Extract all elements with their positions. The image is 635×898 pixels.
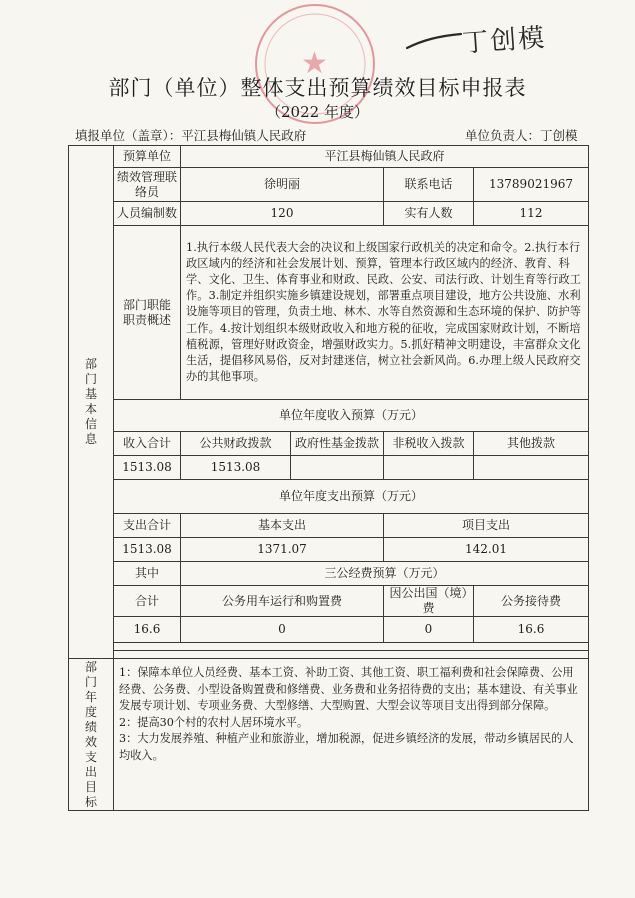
table-row: [69, 146, 589, 168]
income-header-other: 其他拨款: [474, 432, 589, 456]
duties-text: 1.执行本级人民代表大会的决议和上级国家行政机关的决定和命令。2.执行本行政区域内的经济和社会发展计划、预算，管理本行政区域内的经济、教育、科学、文化、卫生、体育事业和财政、民政、公安、司法行政、计划生育等行政工作。3.制定并组织实施乡镇建设规划，部署重点项目建设，地方公共设施、水利设施等项目的管理，负责土地、林木、水等自然资源和生态环境的保护、防护等工作。4.按计划组织本级财政收入和地方税的征收，完成国家财政计划，不断培植税源，管理好财政资金，增强财政实力。5.抓好精神文明建设，丰富群众文化生活，提倡移风易俗，反对封建迷信，树立社会新风尚。6.办理上级人民政府交办的其他事项。: [181, 226, 589, 400]
spacer-row: [114, 643, 589, 651]
expense-header-project: 项目支出: [384, 514, 589, 538]
three-header-reception: 公务接待费: [474, 586, 589, 617]
three-reception: 16.6: [474, 617, 589, 643]
target-item: 1：保障本单位人员经费、基本工资、补助工资、其他工资、职工福利费和社会保障费、公用经费、公务费、小型设备购置费和修缮费、业务费和业务招待费的支出；基本建设、有关事业发展专项计划、专项业务费、大型修缮、大型购置、大型会议等项目支出得到部分保障。: [119, 666, 578, 713]
expense-budget-title: 单位年度支出预算（万元）: [114, 480, 589, 514]
filing-unit: 填报单位（盖章）：平江县梅仙镇人民政府: [75, 128, 307, 143]
budget-form-table: [68, 145, 589, 811]
table-row: [69, 432, 589, 456]
three-public-title: 三公经费预算（万元）: [181, 562, 589, 586]
leader-signature: 丁创模: [461, 23, 548, 59]
fiscal-year: （2022 年度）: [266, 103, 369, 121]
table-row: [69, 586, 589, 617]
staff-quota-value: 120: [181, 202, 384, 226]
income-other: [474, 456, 589, 480]
income-header-public: 公共财政拨款: [181, 432, 291, 456]
table-row: [69, 643, 589, 651]
three-total: 16.6: [114, 617, 181, 643]
income-fund: [291, 456, 384, 480]
expense-basic: 1371.07: [181, 538, 384, 562]
unit-leader: 单位负责人：丁创模: [465, 128, 578, 143]
three-vehicle: 0: [181, 617, 384, 643]
income-public: 1513.08: [181, 456, 291, 480]
three-header-vehicle: 公务用车运行和购置费: [181, 586, 384, 617]
actual-staff-label: 实有人数: [384, 202, 474, 226]
three-header-total: 合计: [114, 586, 181, 617]
spacer-row: [114, 651, 589, 659]
table-row: [69, 538, 589, 562]
income-header-nontax: 非税收入拨款: [384, 432, 474, 456]
phone-value: 13789021967: [474, 168, 589, 202]
income-header-total: 收入合计: [114, 432, 181, 456]
table-row: [69, 659, 589, 811]
three-abroad: 0: [384, 617, 474, 643]
seal-star-icon: ★: [301, 46, 328, 81]
expense-header-basic: 基本支出: [181, 514, 384, 538]
expense-project: 142.01: [384, 538, 589, 562]
three-public-prefix: 其中: [114, 562, 181, 586]
table-row: [69, 400, 589, 432]
table-row: [69, 456, 589, 480]
income-budget-title: 单位年度收入预算（万元）: [114, 400, 589, 432]
table-row: [69, 514, 589, 538]
section-targets-label: 部门年度绩效支出目标: [69, 659, 114, 811]
income-total: 1513.08: [114, 456, 181, 480]
table-row: [69, 480, 589, 514]
targets-text: [114, 659, 589, 811]
table-row: [69, 562, 589, 586]
actual-staff-value: 112: [474, 202, 589, 226]
table-row: [69, 202, 589, 226]
table-row: [69, 617, 589, 643]
staff-quota-label: 人员编制数: [114, 202, 181, 226]
phone-label: 联系电话: [384, 168, 474, 202]
expense-total: 1513.08: [114, 538, 181, 562]
expense-header-total: 支出合计: [114, 514, 181, 538]
section-basic-info-label: 部门基本信息: [69, 146, 114, 659]
target-item: 3：大力发展养殖、种植产业和旅游业，增加税源，促进乡镇经济的发展，带动乡镇居民的人均收入。: [119, 732, 574, 762]
income-header-fund: 政府性基金拨款: [291, 432, 384, 456]
contact-label: 绩效管理联络员: [114, 168, 181, 202]
contact-value: 徐明丽: [181, 168, 384, 202]
three-header-abroad: 因公出国（境）费: [384, 586, 474, 617]
page-title: 部门（单位）整体支出预算绩效目标申报表: [108, 76, 527, 100]
table-row: [69, 226, 589, 400]
income-nontax: [384, 456, 474, 480]
target-item: 2：提高30个村的农村人居环境水平。: [119, 715, 309, 729]
duties-label: 部门职能职责概述: [114, 226, 181, 400]
budget-unit-value: 平江县梅仙镇人民政府: [181, 146, 589, 168]
budget-unit-label: 预算单位: [114, 146, 181, 168]
table-row: [69, 651, 589, 659]
table-row: [69, 168, 589, 202]
signature-stroke: [405, 26, 465, 56]
